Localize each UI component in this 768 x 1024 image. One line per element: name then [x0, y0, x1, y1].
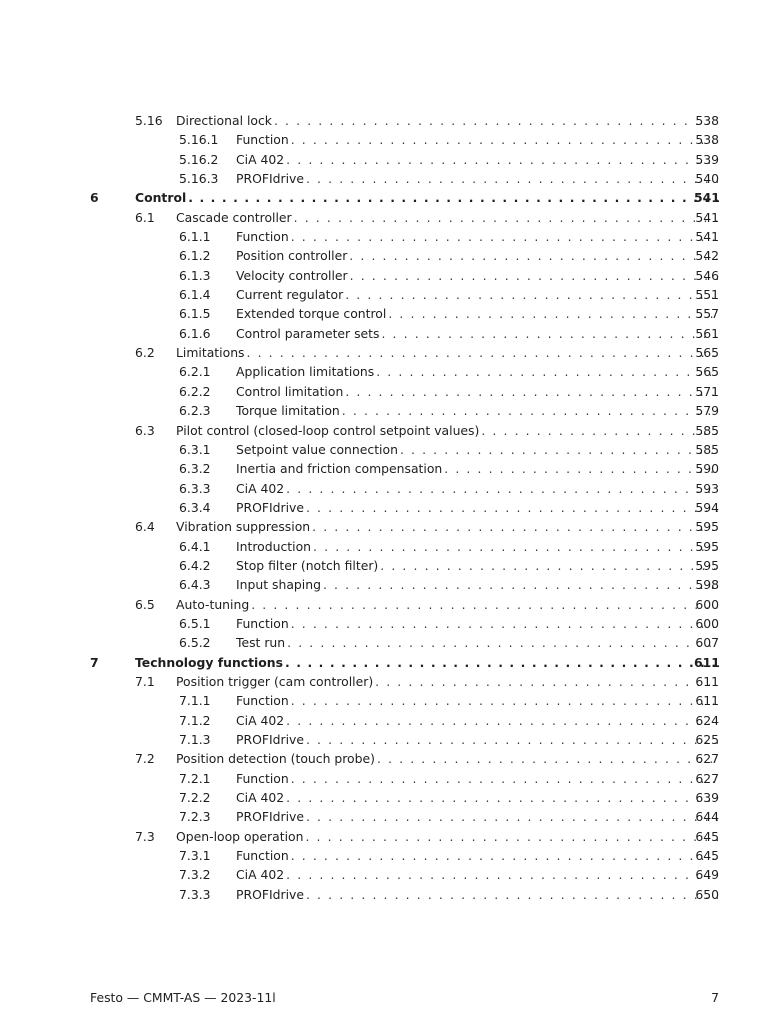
toc-dot-leader — [289, 769, 718, 788]
toc-dot-leader — [284, 479, 718, 498]
toc-page-number: 645 — [695, 828, 719, 844]
toc-dot-leader — [289, 614, 718, 633]
toc-section-number: 7.2.3 — [179, 809, 211, 825]
toc-section-number: 7.2.1 — [179, 770, 211, 786]
toc-dot-leader — [340, 401, 718, 420]
toc-section-number: 7.3.1 — [179, 848, 211, 864]
toc-section-number: 6.5 — [135, 596, 155, 612]
toc-page-number: 595 — [695, 557, 719, 573]
toc-page-number: 561 — [695, 325, 719, 341]
toc-dot-leader — [343, 382, 718, 401]
toc-entry-row[interactable] — [0, 479, 768, 498]
toc-title-line — [236, 885, 718, 904]
toc-section-title: Open-loop operation — [176, 828, 304, 844]
toc-title-line — [236, 246, 718, 265]
toc-title-line — [236, 362, 718, 381]
toc-entry-row[interactable] — [0, 246, 768, 265]
toc-section-number: 6.3.1 — [179, 441, 211, 457]
toc-entry-row[interactable] — [0, 227, 768, 246]
toc-section-number: 6.1.3 — [179, 267, 211, 283]
toc-title-line — [236, 711, 718, 730]
toc-entry-row[interactable] — [0, 517, 768, 536]
toc-page-number: 611 — [694, 654, 720, 670]
toc-entry-row[interactable] — [0, 711, 768, 730]
toc-section-title: Torque limitation — [236, 403, 340, 419]
toc-section-number: 6.4 — [135, 519, 155, 535]
toc-dot-leader — [347, 246, 718, 265]
toc-title-line — [176, 111, 718, 130]
toc-section-title: Position trigger (cam controller) — [176, 673, 374, 689]
toc-title-line — [236, 285, 718, 304]
toc-entry-row[interactable] — [0, 498, 768, 517]
toc-section-number: 5.16 — [135, 113, 163, 128]
toc-dot-leader — [304, 885, 718, 904]
toc-dot-leader — [272, 111, 718, 130]
toc-page-number: 624 — [695, 712, 719, 728]
toc-title-line — [176, 421, 718, 440]
toc-section-title: Function — [236, 229, 289, 245]
toc-entry-row[interactable] — [0, 846, 768, 865]
toc-dot-leader — [442, 459, 718, 478]
toc-entry-row[interactable] — [0, 304, 768, 323]
toc-entry-row[interactable] — [0, 691, 768, 710]
toc-section-number: 7.1 — [135, 673, 155, 689]
toc-page-number: 541 — [695, 209, 719, 225]
toc-entry-row[interactable] — [0, 537, 768, 556]
toc-dot-leader — [304, 169, 718, 188]
toc-entry-row[interactable] — [0, 459, 768, 478]
toc-dot-leader — [186, 188, 718, 207]
toc-entry-row[interactable] — [0, 169, 768, 188]
toc-section-title: CiA 402 — [236, 712, 285, 728]
toc-section-number: 5.16.2 — [179, 151, 219, 167]
toc-section-title: Function — [236, 132, 289, 148]
toc-title-line — [236, 304, 718, 323]
toc-page-number: 593 — [695, 480, 719, 496]
toc-title-line — [236, 401, 718, 420]
toc-page-number: 546 — [695, 267, 719, 283]
toc-title-line — [236, 324, 718, 343]
toc-page-number: 644 — [695, 809, 719, 825]
toc-title-line — [236, 266, 718, 285]
toc-entry-row[interactable] — [0, 827, 768, 846]
toc-section-title: Technology functions — [135, 654, 283, 670]
toc-page-number: 625 — [695, 732, 719, 747]
toc-entry-row[interactable] — [0, 285, 768, 304]
toc-page-number: 540 — [695, 171, 719, 187]
toc-section-title: Stop filter (notch filter) — [236, 557, 379, 573]
toc-section-title: Limitations — [176, 345, 245, 361]
toc-title-line — [236, 459, 718, 478]
toc-title-line — [236, 865, 718, 884]
toc-dot-leader — [303, 827, 718, 846]
toc-dot-leader — [284, 711, 718, 730]
toc-page-number: 611 — [695, 693, 719, 709]
toc-section-title: Extended torque control — [236, 306, 387, 322]
toc-title-line — [236, 807, 718, 826]
toc-section-title: Current regulator — [236, 287, 344, 303]
table-of-contents — [0, 111, 768, 904]
toc-section-title: CiA 402 — [236, 151, 285, 167]
toc-section-number: 6.1.2 — [179, 248, 211, 264]
toc-dot-leader — [289, 691, 718, 710]
toc-entry-row[interactable] — [0, 324, 768, 343]
toc-page-number: 538 — [695, 132, 719, 148]
toc-section-title: Introduction — [236, 538, 312, 554]
toc-section-title: Control — [135, 190, 187, 206]
toc-section-number: 7.3.3 — [179, 886, 211, 902]
toc-entry-row[interactable] — [0, 440, 768, 459]
toc-section-title: Setpoint value connection — [236, 441, 398, 457]
toc-dot-leader — [289, 846, 718, 865]
toc-dot-leader — [310, 517, 718, 536]
toc-title-line — [236, 788, 718, 807]
toc-page-number: 627 — [695, 770, 719, 786]
toc-section-number: 7.2 — [135, 751, 155, 767]
toc-section-number: 7.2.2 — [179, 790, 211, 806]
toc-entry-row[interactable] — [0, 730, 768, 749]
toc-dot-leader — [386, 304, 718, 323]
toc-page-number: 551 — [695, 287, 719, 303]
footer-document-info: Festo — CMMT-AS — 2023-11l — [90, 990, 276, 1005]
toc-dot-leader — [284, 865, 718, 884]
toc-title-line — [236, 769, 718, 788]
toc-section-number: 6.2 — [135, 345, 155, 361]
toc-title-line — [176, 749, 718, 768]
toc-page-number: 565 — [695, 364, 719, 380]
toc-section-title: Cascade controller — [176, 209, 292, 225]
toc-page-number: 650 — [695, 886, 719, 902]
toc-section-title: PROFIdrive — [236, 171, 304, 187]
toc-chapter-row[interactable] — [0, 653, 768, 672]
toc-entry-row[interactable] — [0, 885, 768, 904]
toc-page-number: 539 — [695, 151, 719, 167]
toc-page-number: 538 — [695, 113, 719, 128]
toc-entry-row[interactable] — [0, 788, 768, 807]
toc-dot-leader — [283, 653, 718, 672]
toc-entry-row[interactable] — [0, 575, 768, 594]
toc-page-number: 571 — [695, 383, 719, 399]
toc-section-title: PROFIdrive — [236, 499, 304, 515]
toc-section-number: 7.3 — [135, 828, 155, 844]
toc-page-number: 600 — [695, 596, 719, 612]
toc-page-number: 585 — [695, 441, 719, 457]
toc-section-number: 6.3 — [135, 422, 155, 438]
toc-section-number: 6.4.1 — [179, 538, 211, 554]
toc-section-title: Function — [236, 770, 289, 786]
toc-dot-leader — [311, 537, 718, 556]
toc-section-number: 6.1.1 — [179, 229, 211, 245]
toc-dot-leader — [289, 130, 718, 149]
toc-section-number: 7.3.2 — [179, 867, 211, 883]
toc-section-number: 7.1.1 — [179, 693, 211, 709]
toc-entry-row[interactable] — [0, 672, 768, 691]
toc-page-number: 541 — [695, 229, 719, 245]
toc-entry-row[interactable] — [0, 150, 768, 169]
toc-section-number: 5.16.3 — [179, 171, 219, 187]
toc-title-line — [176, 827, 718, 846]
toc-title-line — [236, 382, 718, 401]
toc-section-title: Directional lock — [176, 113, 272, 128]
toc-entry-row[interactable] — [0, 382, 768, 401]
toc-title-line — [236, 691, 718, 710]
toc-title-line — [236, 479, 718, 498]
toc-entry-row[interactable] — [0, 595, 768, 614]
toc-section-title: Function — [236, 693, 289, 709]
toc-page-number: 611 — [695, 673, 719, 689]
toc-page-number: 607 — [695, 635, 719, 651]
toc-section-title: Application limitations — [236, 364, 375, 380]
toc-dot-leader — [285, 633, 718, 652]
toc-title-line — [236, 846, 718, 865]
toc-entry-row[interactable] — [0, 343, 768, 362]
toc-page-number: 594 — [695, 499, 719, 515]
toc-section-number: 6.2.2 — [179, 383, 211, 399]
toc-dot-leader — [378, 556, 718, 575]
toc-page-number: 627 — [695, 751, 719, 767]
toc-page-number: 557 — [695, 306, 719, 322]
toc-title-line — [236, 633, 718, 652]
toc-section-title: Inertia and friction compensation — [236, 461, 443, 477]
toc-page-number: 645 — [695, 848, 719, 864]
toc-dot-leader — [292, 208, 718, 227]
toc-section-number: 6.2.1 — [179, 364, 211, 380]
toc-dot-leader — [373, 672, 718, 691]
toc-title-line — [176, 343, 718, 362]
toc-dot-leader — [249, 595, 718, 614]
toc-dot-leader — [304, 807, 718, 826]
toc-chapter-row[interactable] — [0, 188, 768, 207]
toc-entry-row[interactable] — [0, 749, 768, 768]
toc-section-title: Position controller — [236, 248, 348, 264]
toc-section-title: Function — [236, 848, 289, 864]
toc-dot-leader — [348, 266, 718, 285]
toc-dot-leader — [284, 150, 718, 169]
toc-page-number: 590 — [695, 461, 719, 477]
toc-section-number: 6.2.3 — [179, 403, 211, 419]
toc-section-number: 7.1.2 — [179, 712, 211, 728]
toc-section-title: CiA 402 — [236, 790, 285, 806]
toc-section-number: 6 — [90, 190, 99, 206]
toc-section-number: 7.1.3 — [179, 732, 211, 747]
toc-section-number: 6.3.2 — [179, 461, 211, 477]
toc-title-line — [236, 556, 718, 575]
toc-dot-leader — [374, 362, 718, 381]
toc-title-line — [236, 227, 718, 246]
toc-section-title: Test run — [236, 635, 286, 651]
toc-entry-row[interactable] — [0, 130, 768, 149]
toc-section-title: Control parameter sets — [236, 325, 380, 341]
toc-page-number: 585 — [695, 422, 719, 438]
toc-title-line — [135, 653, 718, 672]
toc-entry-row[interactable] — [0, 865, 768, 884]
toc-section-title: Position detection (touch probe) — [176, 751, 375, 767]
toc-title-line — [236, 575, 718, 594]
toc-entry-row[interactable] — [0, 401, 768, 420]
toc-section-title: Auto-tuning — [176, 596, 250, 612]
toc-section-title: Pilot control (closed-loop control setpoint values) — [176, 422, 480, 438]
toc-page-number: 542 — [695, 248, 719, 264]
toc-entry-row[interactable] — [0, 208, 768, 227]
toc-title-line — [176, 672, 718, 691]
toc-page-number: 598 — [695, 577, 719, 593]
toc-section-number: 5.16.1 — [179, 132, 219, 148]
page-footer — [90, 989, 719, 1007]
toc-entry-row[interactable] — [0, 807, 768, 826]
toc-section-number: 6.5.2 — [179, 635, 211, 651]
toc-section-title: CiA 402 — [236, 867, 285, 883]
toc-section-number: 6.5.1 — [179, 615, 211, 631]
toc-section-number: 6.3.3 — [179, 480, 211, 496]
toc-section-number: 7 — [90, 654, 99, 670]
toc-section-title: Input shaping — [236, 577, 321, 593]
toc-section-title: Vibration suppression — [176, 519, 311, 535]
toc-entry-row[interactable] — [0, 556, 768, 575]
toc-dot-leader — [304, 498, 718, 517]
toc-section-title: Function — [236, 615, 289, 631]
toc-section-number: 6.4.2 — [179, 557, 211, 573]
toc-title-line — [236, 440, 718, 459]
toc-entry-row[interactable] — [0, 769, 768, 788]
toc-title-line — [176, 595, 718, 614]
toc-dot-leader — [379, 324, 718, 343]
toc-section-number: 6.1.4 — [179, 287, 211, 303]
toc-title-line — [236, 169, 718, 188]
toc-entry-row[interactable] — [0, 362, 768, 381]
toc-title-line — [236, 614, 718, 633]
footer-page-number: 7 — [711, 990, 719, 1005]
toc-dot-leader — [321, 575, 718, 594]
toc-entry-row[interactable] — [0, 111, 768, 130]
toc-section-title: Control limitation — [236, 383, 344, 399]
toc-section-number: 6.3.4 — [179, 499, 211, 515]
toc-page-number: 600 — [695, 615, 719, 631]
toc-page-number: 595 — [695, 538, 719, 554]
toc-page-number: 579 — [695, 403, 719, 419]
toc-dot-leader — [375, 749, 718, 768]
toc-entry-row[interactable] — [0, 266, 768, 285]
toc-section-number: 6.1.6 — [179, 325, 211, 341]
toc-title-line — [236, 730, 718, 749]
toc-entry-row[interactable] — [0, 421, 768, 440]
toc-section-title: PROFIdrive — [236, 886, 304, 902]
toc-dot-leader — [343, 285, 718, 304]
toc-section-title: PROFIdrive — [236, 732, 304, 747]
toc-title-line — [236, 130, 718, 149]
toc-title-line — [236, 498, 718, 517]
toc-dot-leader — [479, 421, 718, 440]
toc-title-line — [135, 188, 718, 207]
toc-title-line — [176, 517, 718, 536]
toc-title-line — [176, 208, 718, 227]
toc-title-line — [236, 537, 718, 556]
toc-page-number: 649 — [695, 867, 719, 883]
toc-section-number: 6.1.5 — [179, 306, 211, 322]
toc-page-number: 565 — [695, 345, 719, 361]
toc-dot-leader — [289, 227, 718, 246]
toc-page-number: 595 — [695, 519, 719, 535]
toc-dot-leader — [304, 730, 718, 749]
toc-dot-leader — [398, 440, 718, 459]
toc-page-number: 639 — [695, 790, 719, 806]
toc-dot-leader — [284, 788, 718, 807]
toc-section-title: Velocity controller — [236, 267, 348, 283]
toc-entry-row[interactable] — [0, 633, 768, 652]
toc-section-number: 6.1 — [135, 209, 155, 225]
toc-section-title: CiA 402 — [236, 480, 285, 496]
toc-section-title: PROFIdrive — [236, 809, 304, 825]
toc-section-number: 6.4.3 — [179, 577, 211, 593]
toc-entry-row[interactable] — [0, 614, 768, 633]
toc-dot-leader — [245, 343, 719, 362]
toc-page-number: 541 — [694, 190, 720, 206]
toc-title-line — [236, 150, 718, 169]
